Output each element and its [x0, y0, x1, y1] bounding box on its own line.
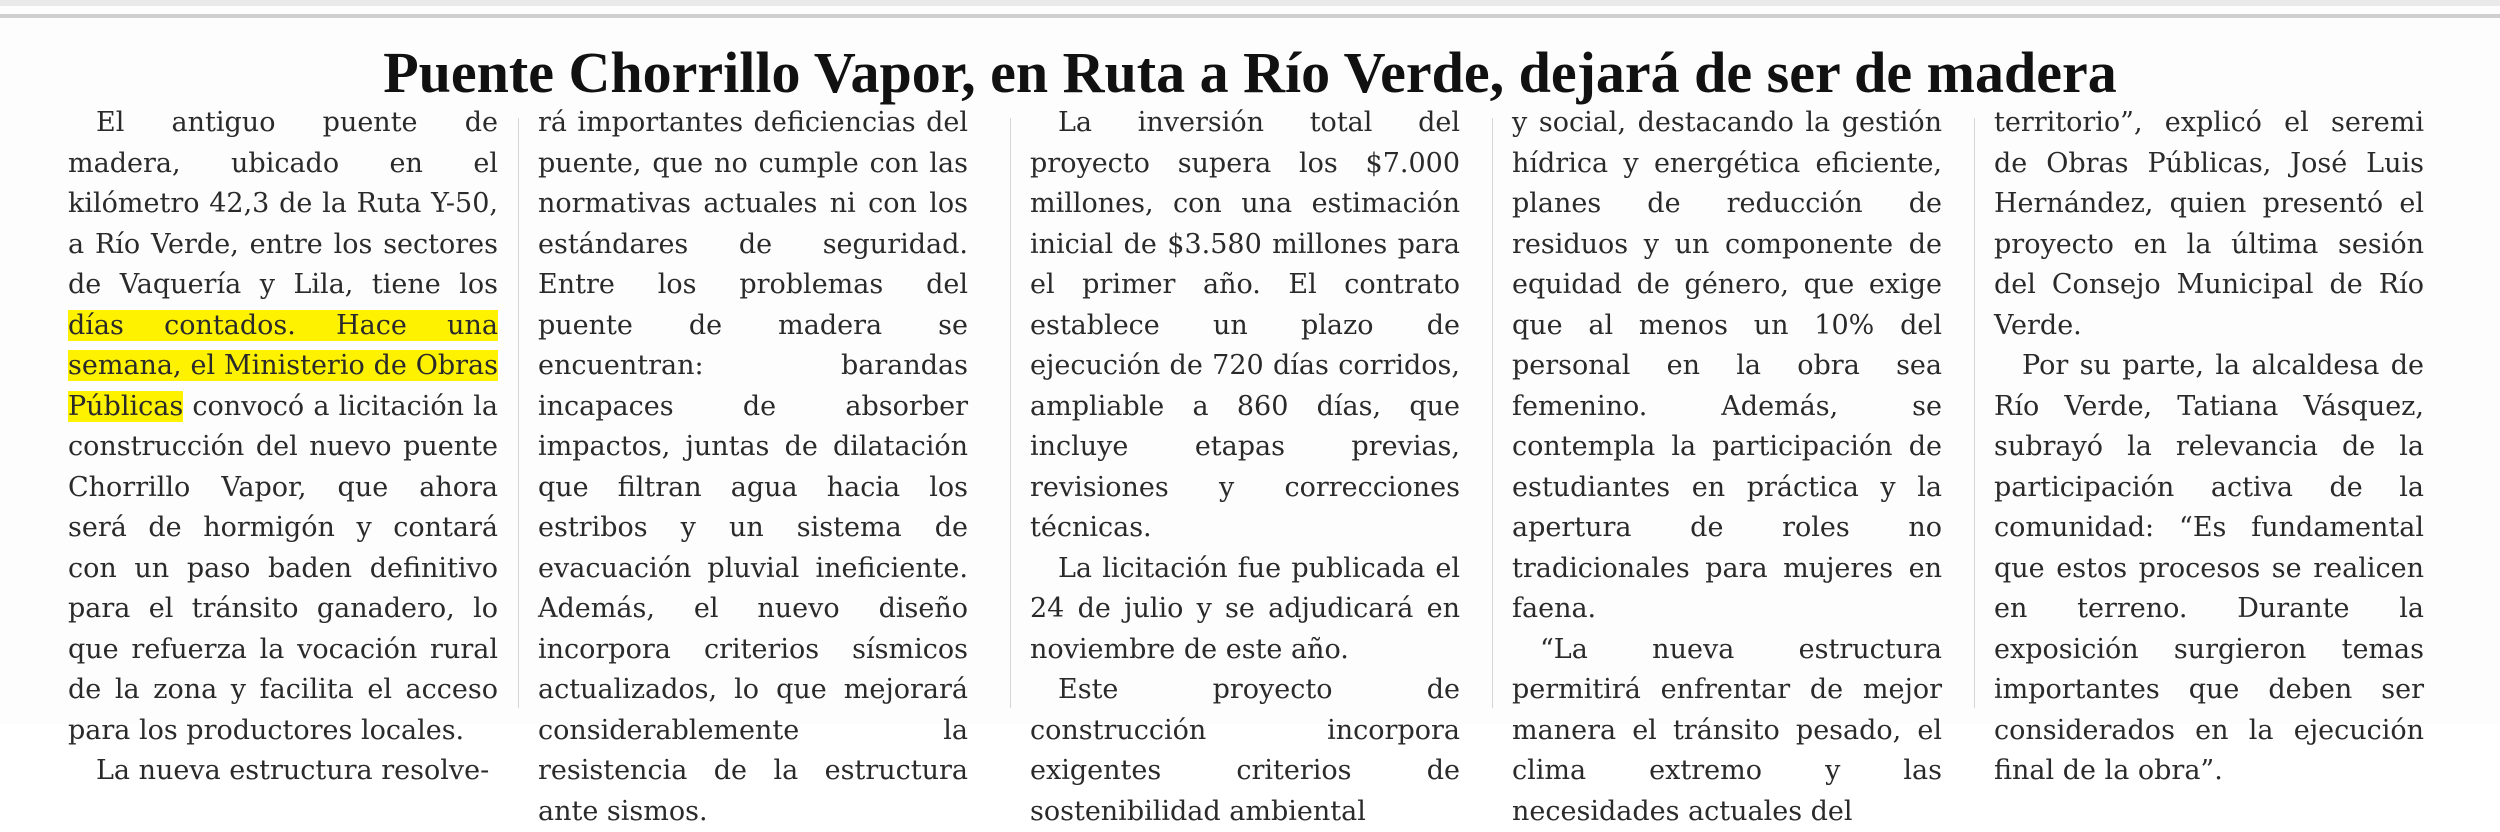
article-paragraph: La inversión total del proyecto supera los $7.000 millones, con una estimación inicial de $3.580 millones para el primer año. El contrato establece un plazo de ejecución de 720 días corridos, ampliable a 860 días, que incluye etapas previas, revisiones y correcciones técnicas.	[1030, 103, 1460, 549]
article-column-2	[538, 103, 968, 715]
paragraph-text: convocó a licitación la construcción del nuevo puente Chorrillo Vapor, que ahora será de hormigón y contará con un paso baden definitivo para el tránsito ganadero, lo que refuerza la vocación rural de la zona y facilita el acceso para los productores locales.	[68, 391, 498, 746]
top-rule	[0, 14, 2500, 18]
article-paragraph: territorio”, explicó el seremi de Obras Públicas, José Luis Hernández, quien presentó el proyecto en la última sesión del Consejo Municipal de Río Verde.	[1994, 103, 2424, 346]
paragraph-text: El antiguo puente de madera, ubicado en el kilómetro 42,3 de la Ruta Y-50, a Río Verde, entre los sectores de Vaquería y Lila, tiene los	[68, 107, 498, 300]
article-paragraph: rá importantes deficiencias del puente, que no cumple con las normativas actuales ni con los estándares de seguridad. Entre los problemas del puente de madera se encuentran: barandas incapaces de absorber impactos, juntas de dilatación que filtran agua hacia los estribos y un sistema de evacuación pluvial ineficiente. Además, el nuevo diseño incorpora criterios sísmicos actualizados, lo que mejorará considerablemente la resistencia de la estructura ante sismos.	[538, 103, 968, 832]
article-column-1	[68, 103, 498, 715]
article-column-4	[1512, 103, 1942, 715]
article-paragraph: “La nueva estructura permitirá enfrentar de mejor manera el tránsito pesado, el clima extremo y las necesidades actuales del	[1512, 630, 1942, 832]
article-paragraph	[68, 103, 498, 751]
article-headline: Puente Chorrillo Vapor, en Ruta a Río Verde, dejará de ser de madera	[0, 28, 2500, 118]
article-column-3	[1030, 103, 1460, 715]
article-paragraph: Este proyecto de construcción incorpora exigentes criterios de sostenibilidad ambiental	[1030, 670, 1460, 832]
article-paragraph: y social, destacando la gestión hídrica y energética eficiente, planes de reducción de residuos y un componente de equidad de género, que exige que al menos un 10% del personal en la obra sea femenino. Además, se contempla la participación de estudiantes en práctica y la apertura de roles no tradicionales para mujeres en faena.	[1512, 103, 1942, 630]
article-column-5	[1994, 103, 2424, 715]
top-border	[0, 0, 2500, 6]
article-paragraph: Por su parte, la alcaldesa de Río Verde, Tatiana Vásquez, subrayó la relevancia de la participación activa de la comunidad: “Es fundamental que estos procesos se realicen en terreno. Durante la exposición surgieron temas importantes que deben ser considerados en la ejecución final de la obra”.	[1994, 346, 2424, 792]
article-paragraph: La nueva estructura resolve-	[68, 751, 498, 792]
highlighted-text: días contados. Hace una semana, el Ministerio de Obras Públicas	[68, 310, 498, 422]
article-body	[68, 103, 2448, 715]
article-paragraph: La licitación fue publicada el 24 de julio y se adjudicará en noviembre de este año.	[1030, 549, 1460, 671]
